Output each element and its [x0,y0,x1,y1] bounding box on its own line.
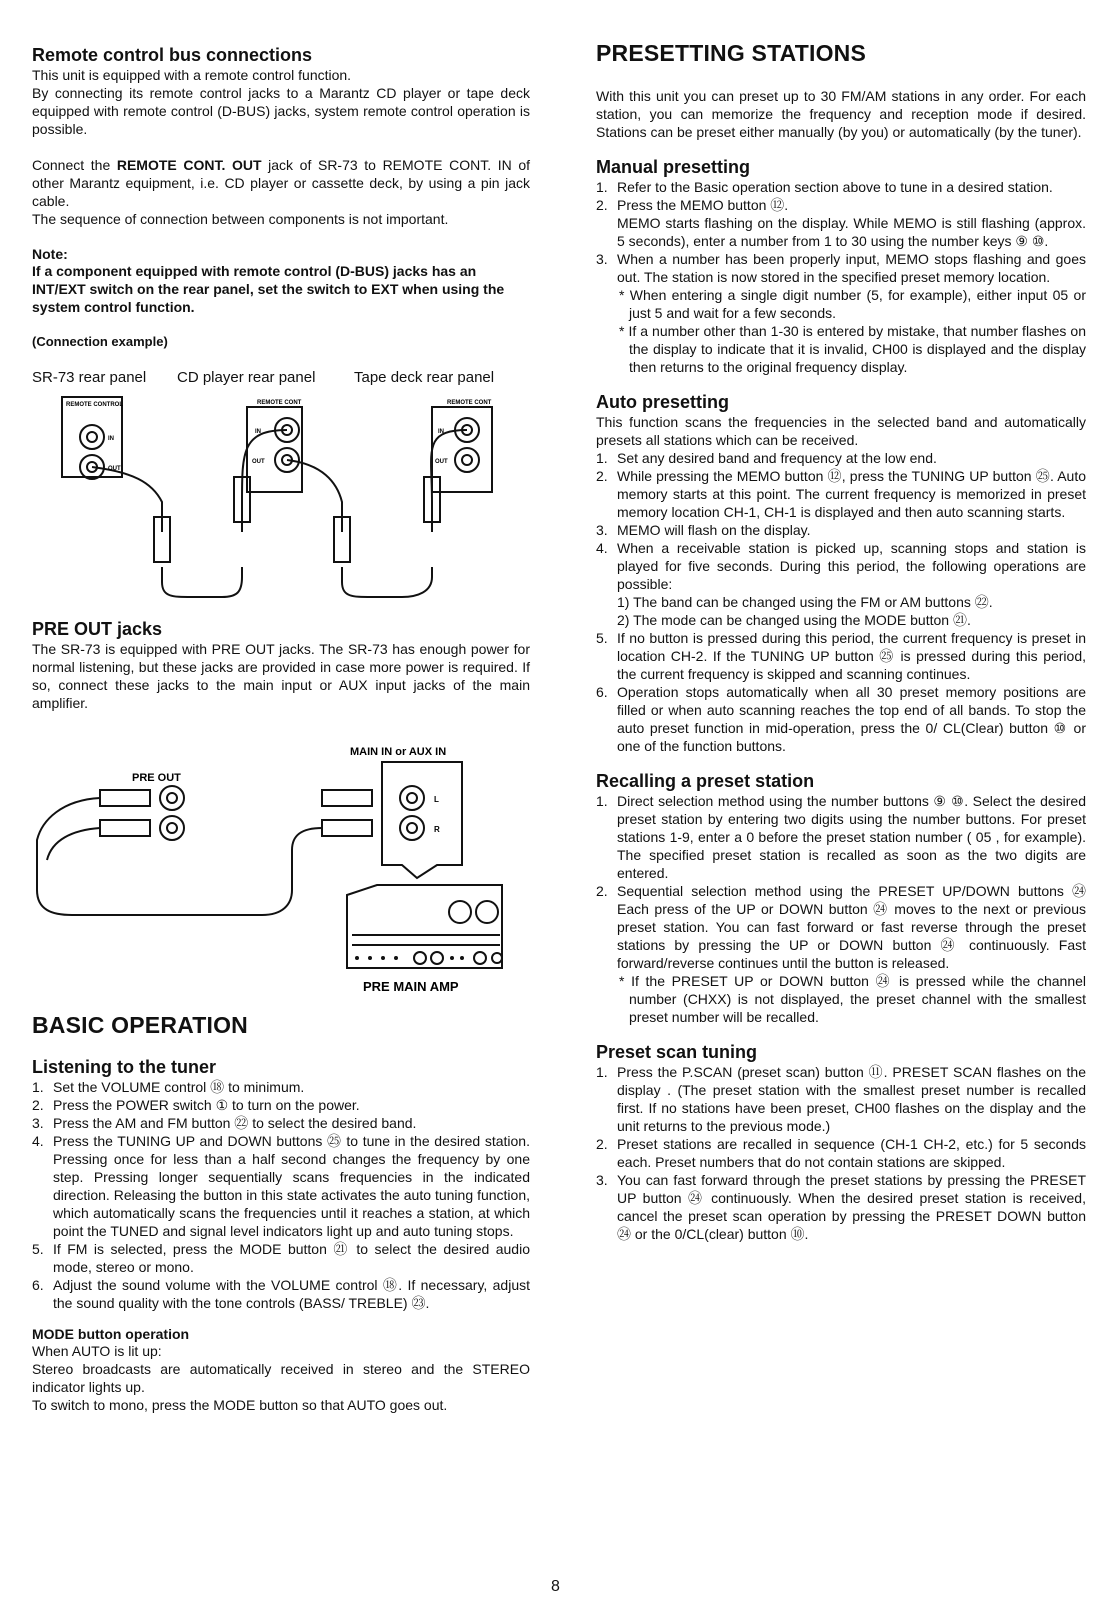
label-tape-in: IN [438,429,444,435]
auto-heading: Auto presetting [596,392,729,412]
remote-p4: The sequence of connection between components is not important. [32,211,449,227]
remote-p1: This unit is equipped with a remote control function. [32,67,352,83]
list-item-number: 2. [596,1136,608,1152]
connection-example-label: (Connection example) [32,334,168,349]
list-item-text: You can fast forward through the preset stations by pressing the PRESET UP button ㉔ continuously. When the desired preset station is received, cancel the preset scan operation by pressing the PRESET DOWN button ㉔ or the 0/CL(clear) button ⑩. [617,1172,1086,1242]
list-item [596,467,1086,521]
presetting-heading: PRESETTING STATIONS [596,40,867,66]
list-item-text: 2) The mode can be changed using the MODE button ㉑. [617,612,971,628]
preout-plug-r [100,820,150,836]
list-item-text: Press the AM and FM button ㉒ to select the desired band. [53,1115,417,1131]
list-item [596,882,1086,972]
list-item [596,1135,1086,1171]
mode-line-2: Stereo broadcasts are automatically received in stereo and the STEREO indicator lights up. [32,1361,530,1395]
list-item-number: 1. [596,793,608,809]
cable-tape-in [431,430,467,532]
list-item-number: 1. [596,179,608,195]
list-item-text: MEMO starts flashing on the display. While MEMO is still flashing (approx. 5 seconds), enter a number from 1 to 30 using the number keys ⑨ ⑩. [617,215,1086,249]
recall-note: * If the PRESET UP or DOWN button ㉔ is pressed while the channel number (CHXX) is not displayed, the preset channel with the smallest preset number will be recalled. [619,973,1086,1025]
scan-heading: Preset scan tuning [596,1042,758,1062]
manual-notes [596,286,1086,376]
list-item-text: If no button is pressed during this period, the current frequency is preset in location CH-2. If the TUNING UP button ㉕ is pressed during this period, the current frequency is skipped and scanning continues. [617,630,1086,682]
label-pre-out: PRE OUT [132,772,181,784]
list-item-text: Press the TUNING UP and DOWN buttons ㉕ to tune in the desired station. Pressing once for less than a half second changes the frequency by one step. Pressing longer sequentially scans frequencies in the indicated direction. Releasing the button in this state activates the auto tuning function, which automatically scans the frequencies until it reaches a station, at which point the TUNED and signal level indicators light up and auto tuning stops. [53,1133,530,1239]
remote-heading: Remote control bus connections [32,45,313,65]
note-label: Note: [32,246,68,262]
note-text: If a component equipped with remote control (D-BUS) jacks has an INT/EXT switch on the rear panel, set the switch to EXT when using the system control function. [32,263,505,315]
manual-note: * If a number other than 1-30 is entered by mistake, that number flashes on the display to indicate that it is invalid, CH00 is displayed and the display then returns to the original frequency display. [619,323,1086,375]
mainin-plug-r [322,820,372,836]
list-item-number: 2. [596,468,608,484]
list-item [596,449,1086,467]
list-item-text: MEMO will flash on the display. [617,522,811,538]
list-item-text: Preset stations are recalled in sequence (CH-1 CH-2, etc.) for 5 seconds each. Preset numbers that do not contain stations are skipped. [617,1136,1086,1170]
listening-steps [32,1078,530,1312]
basic-operation-section [32,1012,530,1414]
label-l: L [434,795,439,804]
cable-loop-1 [162,567,242,597]
label-main-in: MAIN IN or AUX IN [350,746,447,758]
list-item-text: While pressing the MEMO button ⑫, press the TUNING UP button ㉕. Auto memory starts at this point. The current frequency is memorized in preset memory location CH-1, CH-1 is displayed and then auto scanning starts. [617,468,1086,520]
scan-steps [596,1063,1086,1243]
preout-cable [37,798,322,915]
label-tape-out: OUT [435,459,448,465]
manual-steps [596,178,1086,286]
list-item-text: Sequential selection method using the PRESET UP/DOWN buttons ㉔ Each press of the UP or DOWN button ㉔ moves to the next or previous preset station. You can fast forward or fast reverse through the preset stations by pressing the UP or DOWN button ㉔ continuously. Fast forward/reverse continues until the button is released. [617,883,1086,971]
list-item-number: 3. [596,251,608,267]
cable-loop-2 [342,567,432,597]
recall-steps [596,792,1086,972]
remote-p2: By connecting its remote control jacks to a Marantz CD player or tape deck equipped with remote control (D-BUS) jacks, system remote control operation is possible. [32,85,530,137]
label-sr73-out: OUT [108,466,121,472]
label-remote-cont-cd: REMOTE CONT [257,400,302,406]
cable-cd-in [242,430,287,532]
list-item [596,593,1086,611]
mode-line-3: To switch to mono, press the MODE button so that AUTO goes out. [32,1397,448,1413]
list-item [32,1276,530,1312]
listening-heading: Listening to the tuner [32,1057,216,1077]
preout-plug-l [100,790,150,806]
preout-jack-r [160,816,184,840]
list-item-text: Press the P.SCAN (preset scan) button ⑪. PRESET SCAN flashes on the display . (The preset station with the smallest preset number is recalled first. If no stations have been preset, CH00 flashes on the display and the unit returns to the previous mode.) [617,1064,1086,1134]
list-item-text: Press the MEMO button ⑫. [617,197,789,213]
basic-operation-heading: BASIC OPERATION [32,1012,248,1038]
list-item [32,1078,530,1096]
list-item [596,521,1086,539]
list-item-number: 4. [596,540,608,556]
list-item-text: Operation stops automatically when all 30 preset memory positions are filled or when auto scanning reaches the top end of all bands. To stop the auto preset function in mid-operation, press the 0/ CL(Clear) button ⑩ or one of the function buttons. [617,684,1086,754]
tape-out-jack [455,448,479,472]
mainin-jack-l [400,786,424,810]
caption-cd: CD player rear panel [177,369,316,386]
list-item-number: 1. [596,450,608,466]
list-item [596,250,1086,286]
list-item [32,1114,530,1132]
auto-intro: This function scans the frequencies in the selected band and automatically presets all stations which can be received. [596,414,1086,448]
label-cd-in: IN [255,429,261,435]
label-cd-out: OUT [252,459,265,465]
label-r: R [434,825,440,834]
remote-p3: Connect the REMOTE CONT. OUT jack of SR-73 to REMOTE CONT. IN of other Marantz equipment, i.e. CD player or cassette deck, by using a pin jack cable. [32,157,530,209]
sr73-in-jack [80,425,104,449]
list-item-text: When a number has been properly input, MEMO stops flashing and goes out. The station is now stored in the specified preset memory location. [617,251,1086,285]
list-item-number: 3. [596,522,608,538]
list-item-number: 2. [596,197,608,213]
list-item-text: Set the VOLUME control ⑱ to minimum. [53,1079,305,1095]
list-item-number: 1. [32,1079,44,1095]
list-item [596,196,1086,214]
list-item-text: Press the POWER switch ① to turn on the power. [53,1097,360,1113]
mode-line-1: When AUTO is lit up: [32,1343,162,1359]
list-item [596,629,1086,683]
list-item-text: When a receivable station is picked up, scanning stops and station is played for five seconds. During this period, the following operations are possible: [617,540,1086,592]
mainin-plug-l [322,790,372,806]
mode-heading: MODE button operation [32,1326,190,1342]
list-item [32,1132,530,1240]
label-pre-main-amp: PRE MAIN AMP [363,979,459,994]
list-item [596,539,1086,593]
list-item-text: Adjust the sound volume with the VOLUME control ⑱. If necessary, adjust the sound quality with the tone controls (BASS/ TREBLE) ㉓. [53,1277,530,1311]
list-item-text: If FM is selected, press the MODE button ㉑ to select the desired audio mode, stereo or mono. [53,1241,530,1275]
list-item-text: 1) The band can be changed using the FM or AM buttons ㉒. [617,594,993,610]
list-item-number: 1. [596,1064,608,1080]
list-item-number: 4. [32,1133,44,1149]
presetting-intro: With this unit you can preset up to 30 FM/AM stations in any order. For each station, you can memorize the frequency and reception mode if desired. Stations can be preset either manually (by you) or automatically (by the tuner). [596,88,1086,140]
caption-sr73: SR-73 rear panel [32,369,147,386]
list-item-number: 2. [596,883,608,899]
list-item-number: 5. [596,630,608,646]
preout-section [32,619,530,712]
remote-connection-diagram [52,392,522,602]
manual-heading: Manual presetting [596,157,751,177]
list-item [596,1171,1086,1243]
list-item [596,792,1086,882]
list-item [32,1240,530,1276]
preout-heading: PRE OUT jacks [32,619,163,639]
label-sr73-in: IN [108,436,114,442]
remote-section [32,45,530,349]
list-item-number: 2. [32,1097,44,1113]
list-item-number: 3. [596,1172,608,1188]
preout-jack-l [160,786,184,810]
presetting-section [596,40,1086,1243]
list-item-text: Refer to the Basic operation section above to tune in a desired station. [617,179,1053,195]
mainin-jack-r [400,816,424,840]
list-item [596,611,1086,629]
list-item [596,214,1086,250]
list-item [32,1096,530,1114]
list-item [596,683,1086,755]
recall-heading: Recalling a preset station [596,771,815,791]
label-remote-cont-tape: REMOTE CONT [447,400,492,406]
auto-steps [596,449,1086,755]
list-item-text: Set any desired band and frequency at the low end. [617,450,937,466]
preout-diagram [32,740,530,1000]
list-item-number: 3. [32,1115,44,1131]
list-item [596,1063,1086,1135]
manual-note: * When entering a single digit number (5, for example), either input 05 or just 5 and wait for a few seconds. [619,287,1086,321]
list-item-number: 6. [32,1277,44,1293]
list-item-number: 6. [596,684,608,700]
page-number: 8 [551,1578,560,1595]
caption-tape: Tape deck rear panel [354,369,495,386]
list-item [596,178,1086,196]
list-item-number: 5. [32,1241,44,1257]
preout-text: The SR-73 is equipped with PRE OUT jacks. The SR-73 has enough power for normal listening, but these jacks are provided in case more power is required. If so, connect these jacks to the main input or AUX input jacks of the main amplifier. [32,641,530,711]
label-remote-control: REMOTE CONTROL [66,402,123,408]
list-item-text: Direct selection method using the number buttons ⑨ ⑩. Select the desired preset station by entering two digits using the number buttons. For preset stations 1-9, enter a 0 before the preset station number ( 05 , for example). The specified preset station is recalled as soon as the two digits are entered. [617,793,1086,881]
